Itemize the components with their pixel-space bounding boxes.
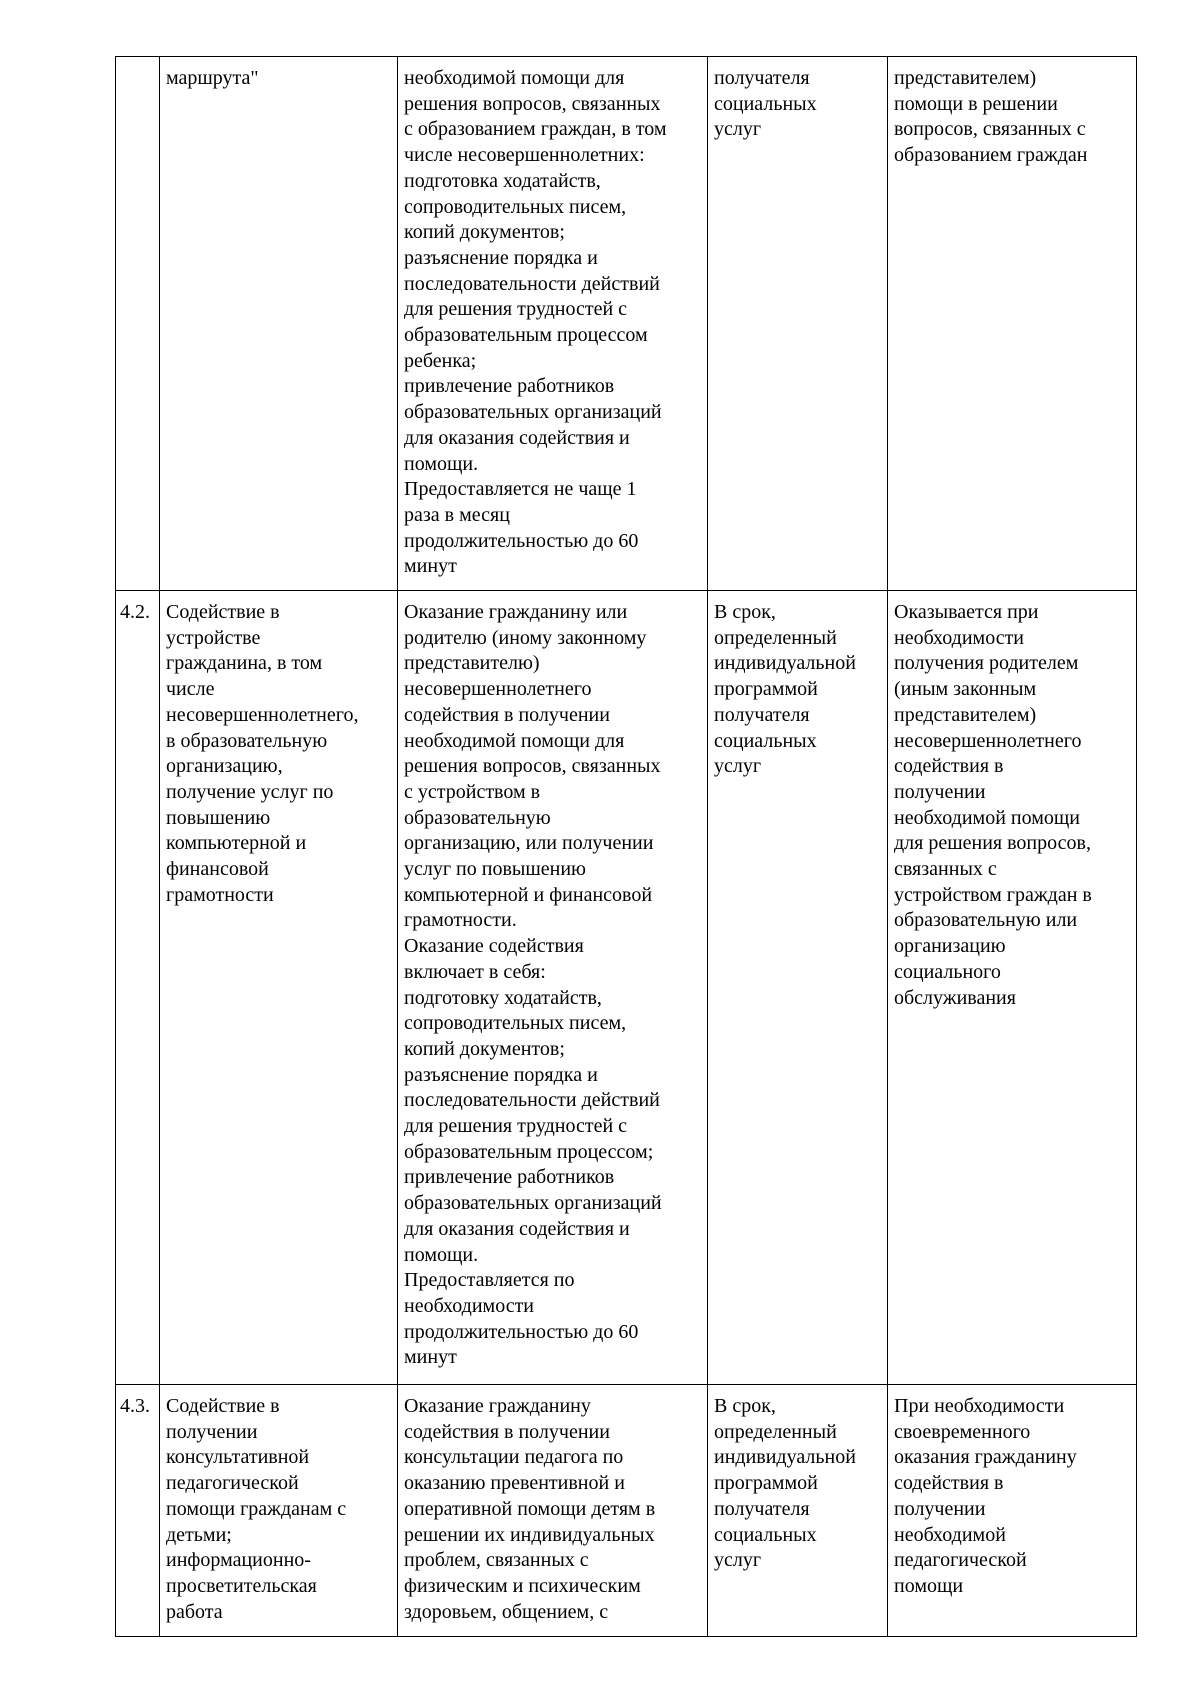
service-term: В срок, определенный индивидуальной программой получателя социальных услуг — [714, 601, 856, 778]
service-description-cell — [398, 57, 708, 591]
row-number-cell — [116, 1385, 160, 1637]
row-number-cell — [116, 57, 160, 591]
table-row — [116, 1385, 1137, 1637]
service-description-cell — [398, 1385, 708, 1637]
service-name: маршрута" — [166, 67, 259, 89]
service-name-cell — [160, 1385, 398, 1637]
service-description-cell — [398, 591, 708, 1385]
service-term-cell — [708, 57, 888, 591]
service-condition: Оказывается при необходимости получения родителем (иным законным представителем) несовершеннолетнего содействия в получении необходимой помощи для решения вопросов, связанных с устройством граждан в образовательную или организацию социального обслуживания — [894, 601, 1092, 1009]
service-term: получателя социальных услуг — [714, 67, 817, 141]
service-description: необходимой помощи для решения вопросов, связанных с образованием граждан, в том числе несовершеннолетних: подготовка ходатайств, сопроводительных писем, копий документов; разъяснение порядка и последовательности действий для решения трудностей с образовательным процессом ребенка; привлечение работников образовательных организаций для оказания содействия и помощи. Предоставляется не чаще 1 раза в месяц продолжительностью до 60 минут — [404, 67, 667, 578]
service-condition-cell — [888, 591, 1137, 1385]
row-number-cell — [116, 591, 160, 1385]
service-condition-cell — [888, 57, 1137, 591]
service-description: Оказание гражданину или родителю (иному законному представителю) несовершеннолетнего содействия в получении необходимой помощи для решения вопросов, связанных с устройством в образовательную организацию, или получении услуг по повышению компьютерной и финансовой грамотности. Оказание содействия включает в себя: подготовку ходатайств, сопроводительных писем, копий документов; разъяснение порядка и последовательности действий для решения трудностей с образовательным процессом; привлечение работников образовательных организаций для оказания содействия и помощи. Предоставляется по необходимости продолжительностью до 60 минут — [404, 601, 662, 1369]
table-row — [116, 57, 1137, 591]
service-name-cell — [160, 57, 398, 591]
services-table — [115, 56, 1137, 1637]
row-number: 4.2. — [120, 601, 150, 623]
service-term: В срок, определенный индивидуальной программой получателя социальных услуг — [714, 1395, 856, 1572]
row-number: 4.3. — [120, 1395, 150, 1417]
service-term-cell — [708, 1385, 888, 1637]
service-condition: представителем) помощи в решении вопросов, связанных с образованием граждан — [894, 67, 1088, 167]
service-description: Оказание гражданину содействия в получении консультации педагога по оказанию превентивной и оперативной помощи детям в решении их индивидуальных проблем, связанных с физическим и психическим здоровьем, общением, с — [404, 1395, 656, 1623]
table-row — [116, 591, 1137, 1385]
service-name: Содействие в получении консультативной педагогической помощи гражданам с детьми; информационно- просветительская работа — [166, 1395, 347, 1623]
service-term-cell — [708, 591, 888, 1385]
service-name-cell — [160, 591, 398, 1385]
service-condition-cell — [888, 1385, 1137, 1637]
service-condition: При необходимости своевременного оказания гражданину содействия в получении необходимой педагогической помощи — [894, 1395, 1077, 1597]
service-name: Содействие в устройстве гражданина, в том числе несовершеннолетнего, в образовательную организацию, получение услуг по повышению компьютерной и финансовой грамотности — [166, 601, 359, 906]
